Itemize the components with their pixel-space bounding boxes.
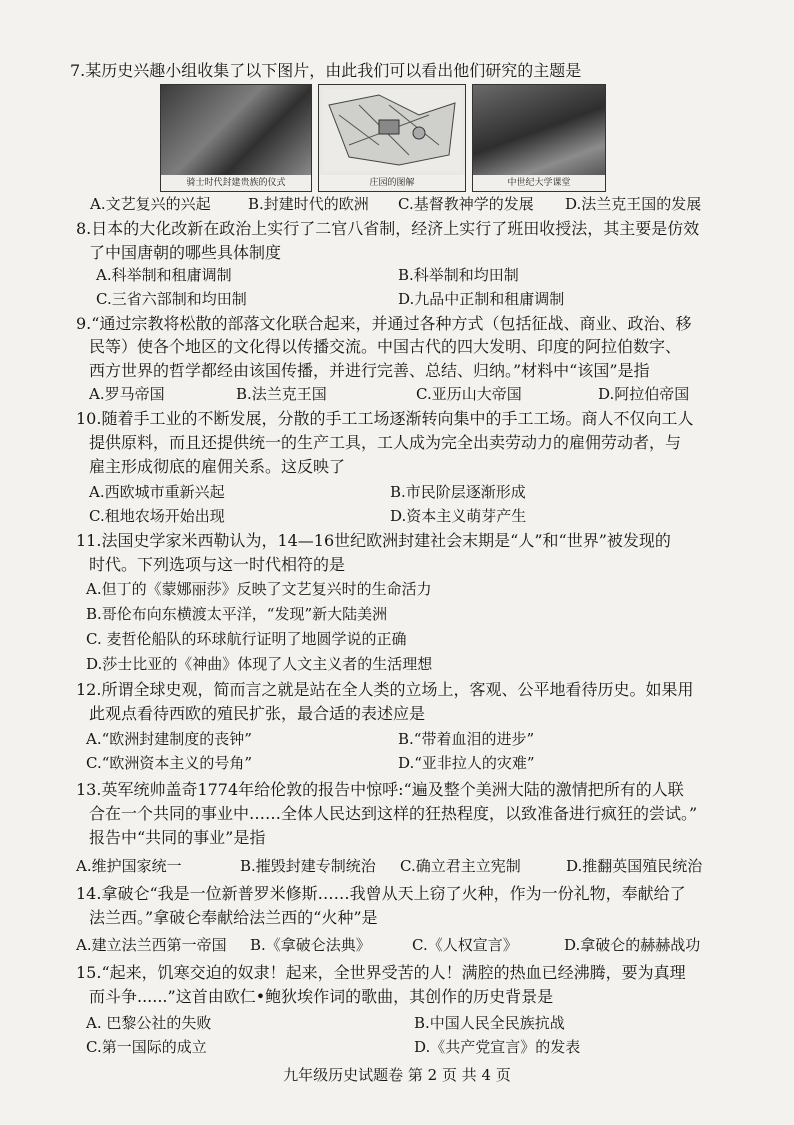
q7-image-manor-diagram	[318, 84, 466, 192]
q8-option-a: A.科举制和租庸调制	[96, 266, 232, 284]
q9-option-d: D.阿拉伯帝国	[598, 385, 690, 403]
q12-option-d: D.“亚非拉人的灾难”	[398, 754, 535, 772]
q7-caption-3: 中世纪大学课堂	[473, 175, 605, 191]
q10-stem-2: 提供原料，而且还提供统一的生产工具，工人成为完全出卖劳动力的雇佣劳动者，与	[89, 433, 682, 452]
q7-caption-1: 骑士时代封建贵族的仪式	[161, 175, 311, 191]
q7-image-university-class	[472, 84, 606, 192]
q15-option-b: B.中国人民全民族抗战	[414, 1014, 565, 1032]
q8-stem-2: 了中国唐朝的哪些具体制度	[89, 243, 282, 262]
page-footer: 九年级历史试题卷 第 2 页 共 4 页	[283, 1066, 511, 1084]
q7-stem: 7.某历史兴趣小组收集了以下图片，由此我们可以看出他们研究的主题是	[70, 61, 582, 80]
q8-option-c: C.三省六部制和均田制	[96, 290, 247, 308]
q12-stem-2: 此观点看待西欧的殖民扩张，最合适的表述应是	[89, 704, 426, 723]
q13-option-b: B.摧毁封建专制统治	[240, 857, 376, 875]
q10-stem-1: 10.随着手工业的不断发展，分散的手工工场逐渐转向集中的手工工场。商人不仅向工人	[76, 409, 694, 428]
q13-option-a: A.维护国家统一	[76, 857, 182, 875]
q13-stem-2: 合在一个共同的事业中……全体人民达到这样的狂热程度，以致准备进行疯狂的尝试。”	[89, 804, 698, 823]
q7-option-d: D.法兰克王国的发展	[565, 195, 702, 213]
q13-stem-3: 报告中“共同的事业”是指	[89, 828, 266, 847]
q7-option-b: B.封建时代的欧洲	[248, 195, 369, 213]
q15-stem-1: 15.“起来，饥寒交迫的奴隶！起来，全世界受苦的人！满腔的热血已经沸腾，要为真理	[76, 963, 686, 982]
q12-option-a: A.“欧洲封建制度的丧钟”	[86, 730, 252, 748]
q15-option-c: C.第一国际的成立	[86, 1038, 207, 1056]
q14-option-c: C.《人权宣言》	[412, 936, 518, 954]
q12-stem-1: 12.所谓全球史观，简而言之就是站在全人类的立场上，客观、公平地看待历史。如果用	[76, 680, 694, 699]
q13-option-d: D.推翻英国殖民统治	[566, 857, 703, 875]
q12-option-b: B.“带着血泪的进步”	[398, 730, 535, 748]
q8-option-b: B.科举制和均田制	[398, 266, 519, 284]
q11-option-a: A.但丁的《蒙娜丽莎》反映了文艺复兴时的生命活力	[86, 580, 432, 598]
q12-option-c: C.“欧洲资本主义的号角”	[86, 754, 253, 772]
q9-option-c: C.亚历山大帝国	[416, 385, 522, 403]
q7-image-knight-ceremony	[160, 84, 312, 192]
q14-option-d: D.拿破仑的赫赫战功	[564, 936, 701, 954]
q15-stem-2: 而斗争......”这首由欧仁•鲍狄埃作词的歌曲，其创作的历史背景是	[89, 987, 554, 1006]
q13-option-c: C.确立君主立宪制	[400, 857, 521, 875]
q14-option-a: A.建立法兰西第一帝国	[76, 936, 227, 954]
q9-stem-3: 西方世界的哲学都经由该国传播，并进行完善、总结、归纳。”材料中“该国”是指	[89, 361, 650, 380]
q15-option-a: A. 巴黎公社的失败	[86, 1014, 212, 1032]
q14-stem-1: 14.拿破仑“我是一位新普罗米修斯……我曾从天上窃了火种，作为一份礼物，奉献给了	[76, 884, 686, 903]
q11-stem-2: 时代。下列选项与这一时代相符的是	[89, 555, 346, 574]
q10-stem-3: 雇主形成彻底的雇佣关系。这反映了	[89, 457, 346, 476]
q11-option-b: B.哥伦布向东横渡太平洋，“发现”新大陆美洲	[86, 605, 388, 623]
q10-option-d: D.资本主义萌芽产生	[390, 507, 527, 525]
q11-stem-1: 11.法国史学家米西勒认为，14—16世纪欧洲封建社会末期是“人”和“世界”被发现的	[76, 531, 671, 550]
manor-map-icon	[319, 85, 465, 175]
q9-stem-1: 9.“通过宗教将松散的部落文化联合起来，并通过各种方式（包括征战、商业、政治、移	[76, 314, 692, 333]
q14-stem-2: 法兰西。”拿破仑奉献给法兰西的“火种”是	[89, 908, 378, 927]
q7-option-a: A.文艺复兴的兴起	[90, 195, 211, 213]
q8-stem-1: 8.日本的大化改新在政治上实行了二官八省制，经济上实行了班田收授法，其主要是仿效	[76, 219, 700, 238]
q10-option-b: B.市民阶层逐渐形成	[390, 483, 526, 501]
q10-option-c: C.租地农场开始出现	[89, 507, 225, 525]
q14-option-b: B.《拿破仑法典》	[250, 936, 371, 954]
q9-option-b: B.法兰克王国	[236, 385, 327, 403]
q11-option-d: D.莎士比亚的《神曲》体现了人文主义者的生活理想	[86, 655, 433, 673]
q13-stem-1: 13.英军统帅盖奇1774年给伦敦的报告中惊呼:“遍及整个美洲大陆的激情把所有的人联	[76, 780, 684, 799]
q7-option-c: C.基督教神学的发展	[398, 195, 534, 213]
q7-pictures	[160, 84, 606, 190]
q10-option-a: A.西欧城市重新兴起	[89, 483, 225, 501]
q8-option-d: D.九品中正制和租庸调制	[398, 290, 565, 308]
q11-option-c: C. 麦哲伦船队的环球航行证明了地圆学说的正确	[86, 630, 407, 648]
q9-option-a: A.罗马帝国	[89, 385, 165, 403]
q7-caption-2: 庄园的图解	[319, 175, 465, 191]
q15-option-d: D.《共产党宣言》的发表	[414, 1038, 581, 1056]
q9-stem-2: 民等）使各个地区的文化得以传播交流。中国古代的四大发明、印度的阿拉伯数字、	[89, 337, 682, 356]
